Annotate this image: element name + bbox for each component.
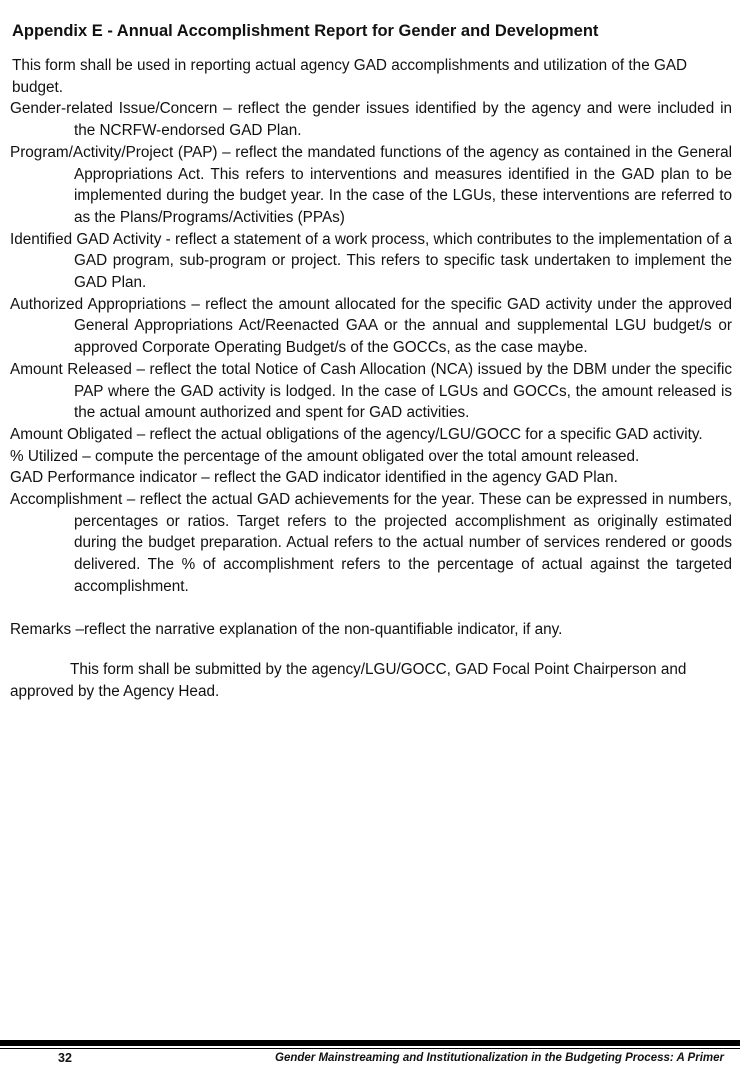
footer-rule-thick (0, 1040, 740, 1046)
definition-amount-released: Amount Released – reflect the total Notice of Cash Allocation (NCA) issued by the DBM under the specific PAP where the GAD activity is lodged. In the case of LGUs and GOCCs, the amount released is the actual amount authorized and spent for GAD activities. (10, 360, 732, 422)
definition-identified-gad-activity: Identified GAD Activity - reflect a statement of a work process, which contributes to the implementation of a GAD program, sub-program or project. This refers to specific task undertaken to implement the GAD Plan. (10, 230, 732, 292)
page-title: Appendix E - Annual Accomplishment Report for Gender and Development (12, 22, 599, 40)
running-footer-title: Gender Mainstreaming and Institutionalization in the Budgeting Process: A Primer (275, 1052, 724, 1064)
definition-performance-indicator: GAD Performance indicator – reflect the GAD indicator identified in the agency GAD Plan. (10, 469, 618, 487)
definition-pap: Program/Activity/Project (PAP) – reflect the mandated functions of the agency as contained in the General Appropriations Act. This refers to interventions and measures identified in the GAD plan to be implemented during the budget year. In the case of the LGUs, these interventions are referred to as the Plans/Programs/Activities (PPAs) (10, 143, 732, 226)
definition-accomplishment: Accomplishment – reflect the actual GAD achievements for the year. These can be expressed in numbers, percentages or ratios. Target refers to the projected accomplishment as originally estimated during the budget preparation. Actual refers to the actual number of services rendered or goods delivered. The % of accomplishment refers to the percentage of actual against the targeted accomplishment. (10, 491, 732, 595)
document-body (10, 55, 732, 703)
definition-gender-issue: Gender-related Issue/Concern – reflect the gender issues identified by the agency and were included in the NCRFW-endorsed GAD Plan. (10, 100, 732, 140)
intro-paragraph: This form shall be used in reporting actual agency GAD accomplishments and utilization of the GAD budget. (12, 57, 688, 96)
definition-amount-obligated: Amount Obligated – reflect the actual obligations of the agency/LGU/GOCC for a specific GAD activity. (10, 425, 703, 443)
remarks-paragraph: Remarks –reflect the narrative explanation of the non-quantifiable indicator, if any. (10, 620, 563, 638)
closing-paragraph: This form shall be submitted by the agency/LGU/GOCC, GAD Focal Point Chairperson and approved by the Agency Head. (10, 661, 687, 700)
definition-percent-utilized: % Utilized – compute the percentage of the amount obligated over the total amount released. (10, 447, 640, 465)
definition-authorized-appropriations: Authorized Appropriations – reflect the amount allocated for the specific GAD activity under the approved General Appropriations Act/Reenacted GAA or the annual and supplemental LGU budget/s or approved Corporate Operating Budget/s of the GOCCs, as the case maybe. (10, 295, 732, 357)
page-number: 32 (58, 1051, 72, 1065)
footer-rule-thin (0, 1048, 740, 1049)
